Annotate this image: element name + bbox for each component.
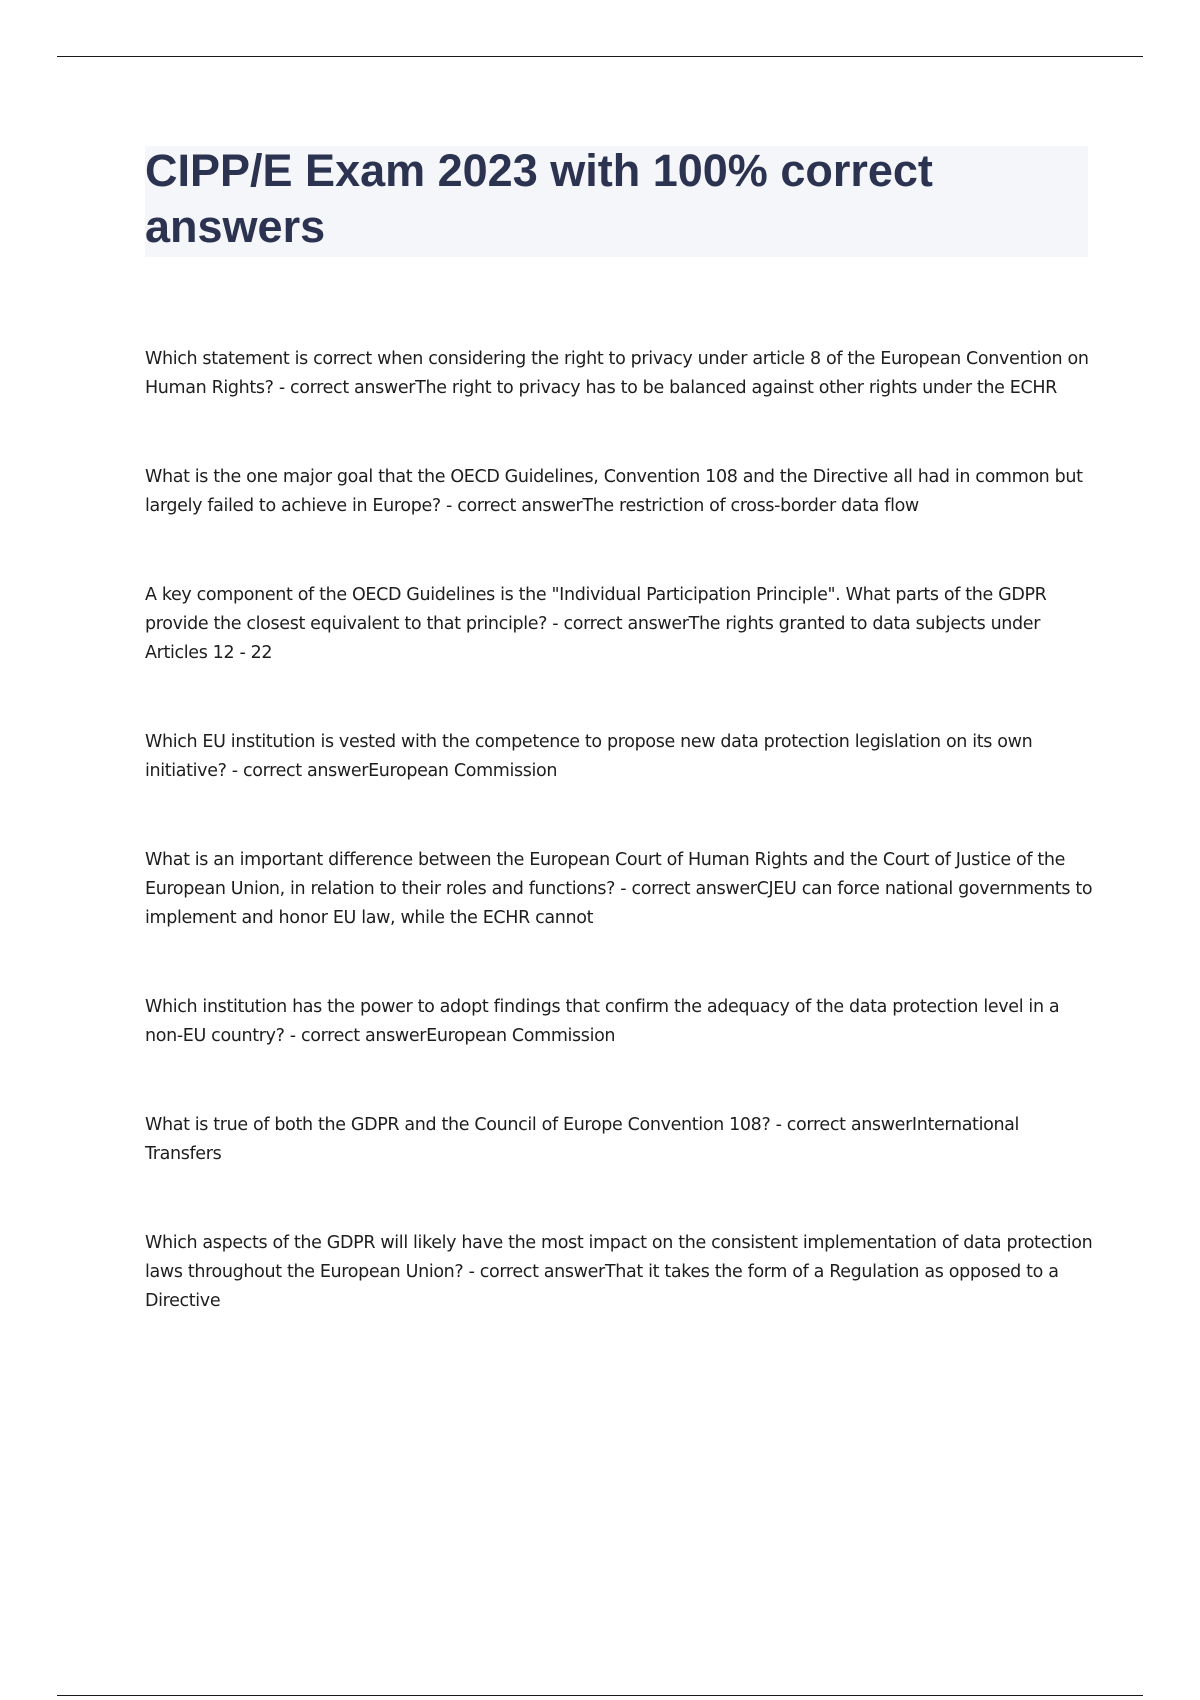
- document-title: CIPP/E Exam 2023 with 100% correct answers: [145, 145, 933, 252]
- qa-item: A key component of the OECD Guidelines is the "Individual Participation Principle". What parts of the GDPR provide the closest equivalent to that principle? - correct answerThe rights granted to data subjects under Articles 12 - 22: [145, 585, 1047, 663]
- qa-item: Which statement is correct when considering the right to privacy under article 8 of the European Convention on Human Rights? - correct answerThe right to privacy has to be balanced against other rights under the ECHR: [145, 349, 1089, 398]
- qa-item: Which aspects of the GDPR will likely have the most impact on the consistent implementation of data protection laws throughout the European Union? - correct answerThat it takes the form of a Regulation as opposed to a Directive: [145, 1233, 1093, 1311]
- qa-item: Which EU institution is vested with the competence to propose new data protection legislation on its own initiative? - correct answerEuropean Commission: [145, 732, 1033, 781]
- bottom-divider: [57, 1695, 1143, 1696]
- qa-item: What is the one major goal that the OECD Guidelines, Convention 108 and the Directive all had in common but largely failed to achieve in Europe? - correct answerThe restriction of cross-border data flow: [145, 467, 1083, 516]
- qa-item: What is true of both the GDPR and the Council of Europe Convention 108? - correct answerInternational Transfers: [145, 1115, 1020, 1164]
- qa-item: Which institution has the power to adopt findings that confirm the adequacy of the data protection level in a non-EU country? - correct answerEuropean Commission: [145, 997, 1060, 1046]
- top-divider: [57, 56, 1143, 57]
- qa-list: [145, 345, 1095, 1376]
- qa-item: What is an important difference between the European Court of Human Rights and the Court of Justice of the European Union, in relation to their roles and functions? - correct answerCJEU can force national governments to implement and honor EU law, while the ECHR cannot: [145, 850, 1093, 928]
